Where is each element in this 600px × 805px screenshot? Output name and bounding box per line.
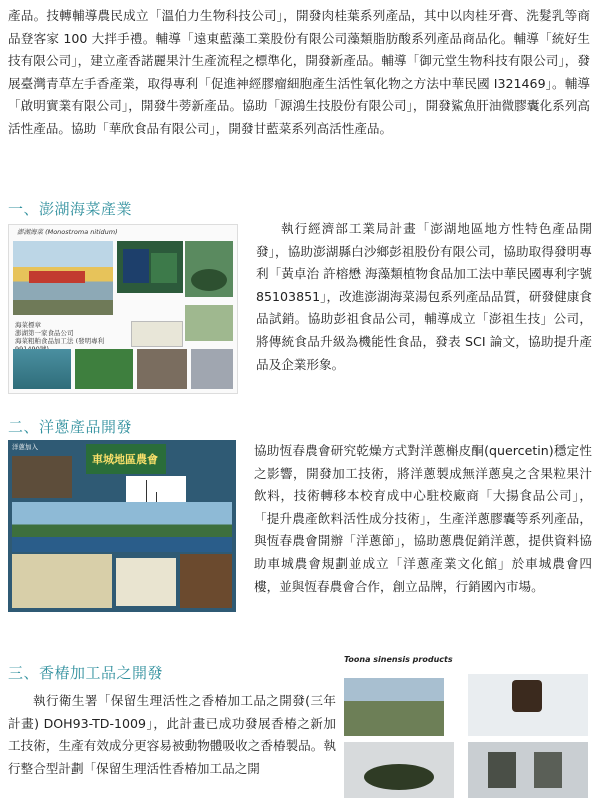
storefront-photo bbox=[13, 241, 113, 315]
seaweed-dish-photo bbox=[185, 305, 233, 341]
toona-cups-photo bbox=[468, 742, 588, 798]
seaweed-package-photo bbox=[185, 241, 233, 297]
seaweed-caption-mid: 海菜標章 澎湖第一家食品公司 海菜粗粕食品加工法 (發明專利 bbox=[15, 321, 105, 345]
seaweed-exhibit-photo bbox=[191, 349, 233, 389]
seaweed-products-photo bbox=[117, 241, 183, 293]
onion-corner-label: 洋蔥加入 bbox=[12, 443, 38, 451]
section-text-onion bbox=[8, 440, 592, 614]
figure-spacer bbox=[8, 440, 254, 614]
seaweed-figure bbox=[8, 224, 238, 394]
onion-banner-text: 車城地區農會 bbox=[92, 453, 158, 466]
section-text-toona: 執行衛生署「保留生理活性之香椿加工品之開發(三年計畫) DOH93-TD-1009」，此計畫已成功發展香椿之新加工技術，生產有效成分更容易被動物體吸收之香椿製品。執行整合型計劃「保留生理活性香椿加工品之開 bbox=[8, 693, 336, 776]
seaweed-caption-top: 澎湖海菜 (Monostroma nitidum) bbox=[17, 228, 118, 236]
seaweed-closeup-photo bbox=[75, 349, 133, 389]
intro-paragraph: 產品。技轉輔導農民成立「溫伯力生物科技公司」，開發肉桂葉系列產品，其中以肉桂牙膏、洗髮乳等商品登客家 100 大拌手禮。輔導「遠東藍藻工業股份有限公司藻類脂肪酸系列產品商品化。輔導「統好生技有限公司」，建立產香諾麗果汁生產流程之標準化，開發新產品。輔導「御元堂生物科技有限公司」，發展臺灣青草左手香產業，取得專利「促進神經膠瘤細胞產生活性氧化物之方法中華民國 I321469」。輔導「啟明實業有限公司」，開發牛蒡新產品。協助「源鴻生技股份有限公司」，開發鯊魚肝油微膠囊化系列高活性產品。協助「華欣食品有限公司」，開發甘藍菜系列高活性產品。 bbox=[8, 8, 590, 136]
section-heading-seaweed: 一、澎湖海菜產業 bbox=[8, 200, 133, 218]
seaweed-shop-photo bbox=[137, 349, 187, 389]
section-text-onion-body: 協助恆春農會研究乾燥方式對洋蔥槲皮酮(quercetin)穩定性之影響，開發加工技術，將洋蔥製成無洋蔥臭之含果粒果汁飲料，技術轉移本校育成中心駐校廠商「大揚食品公司」，「提升農產飲料活性成分技術」，生產洋蔥膠囊等系列產品，與恆春農會開辦「洋蔥節」，協助蔥農促銷洋蔥，提供資料協助車城農會規劃並成立「洋蔥產業文化館」於車城農會四樓，並與恆春農會合作，創立品牌，行銷國內市場。 bbox=[254, 443, 592, 594]
toona-figure bbox=[342, 656, 592, 802]
section-heading-toona: 三、香椿加工品之開發 bbox=[8, 664, 164, 682]
seaweed-sample-photo bbox=[131, 321, 183, 347]
toona-jar-photo bbox=[468, 674, 588, 736]
toona-powder-photo bbox=[344, 742, 454, 798]
section-heading-onion: 二、洋蔥產品開發 bbox=[8, 418, 133, 436]
section-text-seaweed: 執行經濟部工業局計畫「澎湖地區地方性特色產品開發」，協助澎湖縣白沙鄉彭祖股份有限公司，協助取得發明專利「黃卓治 許榕懋 海藻類植物食品加工法中華民國專利字號 85103851」，改進澎湖海菜湯包系列產品品質，研發健康食品試銷。協助彭祖食品公司，輔導成立「澎祖生技」公司，將傳統食品升級為機能性食品，發表 SCI 論文，協助提升產品及企業形象。 bbox=[256, 221, 592, 372]
sea-harvest-photo bbox=[13, 349, 71, 389]
toona-people-photo bbox=[344, 678, 444, 736]
toona-figure-title: Toona sinensis products bbox=[344, 655, 453, 664]
